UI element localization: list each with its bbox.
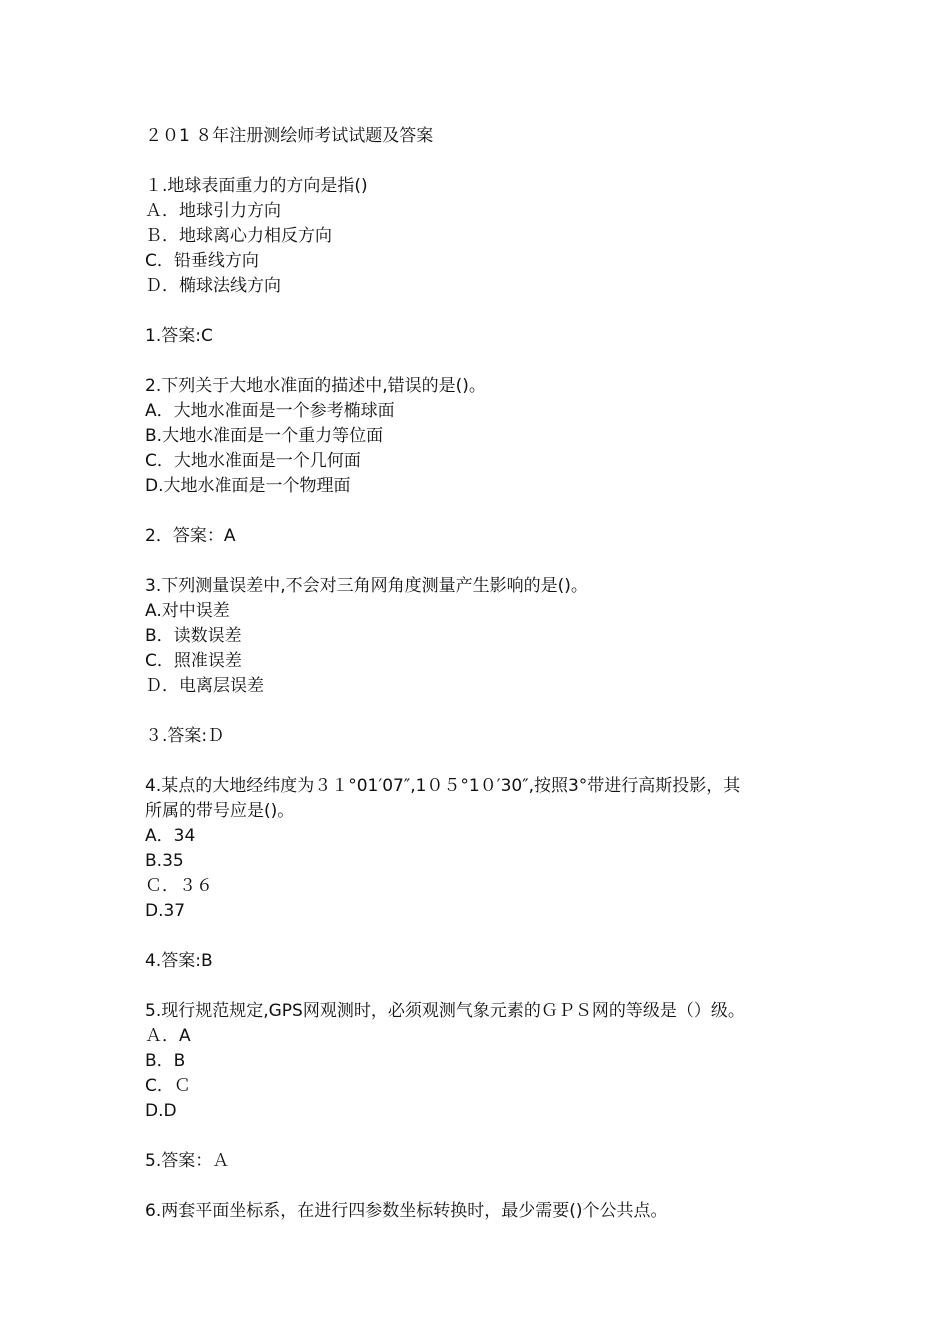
question-stem: １.地球表面重力的方向是指() [145, 176, 368, 196]
question-6 [145, 1199, 815, 1224]
option-b: B．读数误差 [145, 626, 242, 646]
option-c: C．铅垂线方向 [145, 251, 259, 271]
option-b: B.35 [145, 851, 184, 871]
question-stem-line-2: 所属的带号应是()。 [145, 801, 295, 821]
option-c: C．照准误差 [145, 651, 242, 671]
question-stem: 2.下列关于大地水准面的描述中,错误的是()。 [145, 376, 486, 396]
question-1 [145, 174, 815, 299]
answer-5: 5.答案：Ａ [145, 1151, 230, 1171]
question-stem: 6.两套平面坐标系，在进行四参数坐标转换时，最少需要()个公共点。 [145, 1201, 668, 1221]
option-c: Ｃ．３６ [145, 876, 213, 896]
question-5 [145, 999, 815, 1124]
option-d: D.37 [145, 901, 186, 921]
answer-3: ３.答案:Ｄ [145, 726, 225, 746]
question-4 [145, 774, 815, 924]
answer-4: 4.答案:B [145, 951, 213, 971]
option-c: C．大地水准面是一个几何面 [145, 451, 361, 471]
option-d: Ｄ．电离层误差 [145, 676, 264, 696]
option-d: D.大地水准面是一个物理面 [145, 476, 351, 496]
option-b: B．B [145, 1051, 186, 1071]
question-stem: 5.现行规范规定,GPS网观测时，必须观测气象元素的ＧＰＳ网的等级是（）级。 [145, 1001, 745, 1021]
option-b: B.大地水准面是一个重力等位面 [145, 426, 384, 446]
option-d: Ｄ．椭球法线方向 [145, 276, 281, 296]
answer-1: 1.答案:C [145, 326, 213, 346]
option-d: D.D [145, 1101, 177, 1121]
option-a: A．大地水准面是一个参考椭球面 [145, 401, 395, 421]
option-b: Ｂ．地球离心力相反方向 [145, 226, 332, 246]
option-a: A．34 [145, 826, 196, 846]
document-title: ２０1 ８年注册测绘师考试试题及答案 [145, 126, 434, 146]
document-content [145, 124, 815, 1249]
option-a: Ａ．地球引力方向 [145, 201, 281, 221]
answer-2: 2．答案：A [145, 526, 236, 546]
question-stem: 3.下列测量误差中,不会对三角网角度测量产生影响的是()。 [145, 576, 588, 596]
question-3 [145, 574, 815, 699]
question-stem-line-1: 4.某点的大地经纬度为３１°01′07″,1０５°1０′30″,按照3°带进行高斯投影，其 [145, 776, 741, 796]
question-2 [145, 374, 815, 499]
option-a: Ａ．A [145, 1026, 191, 1046]
option-a: A.对中误差 [145, 601, 230, 621]
option-c: C．Ｃ [145, 1076, 191, 1096]
